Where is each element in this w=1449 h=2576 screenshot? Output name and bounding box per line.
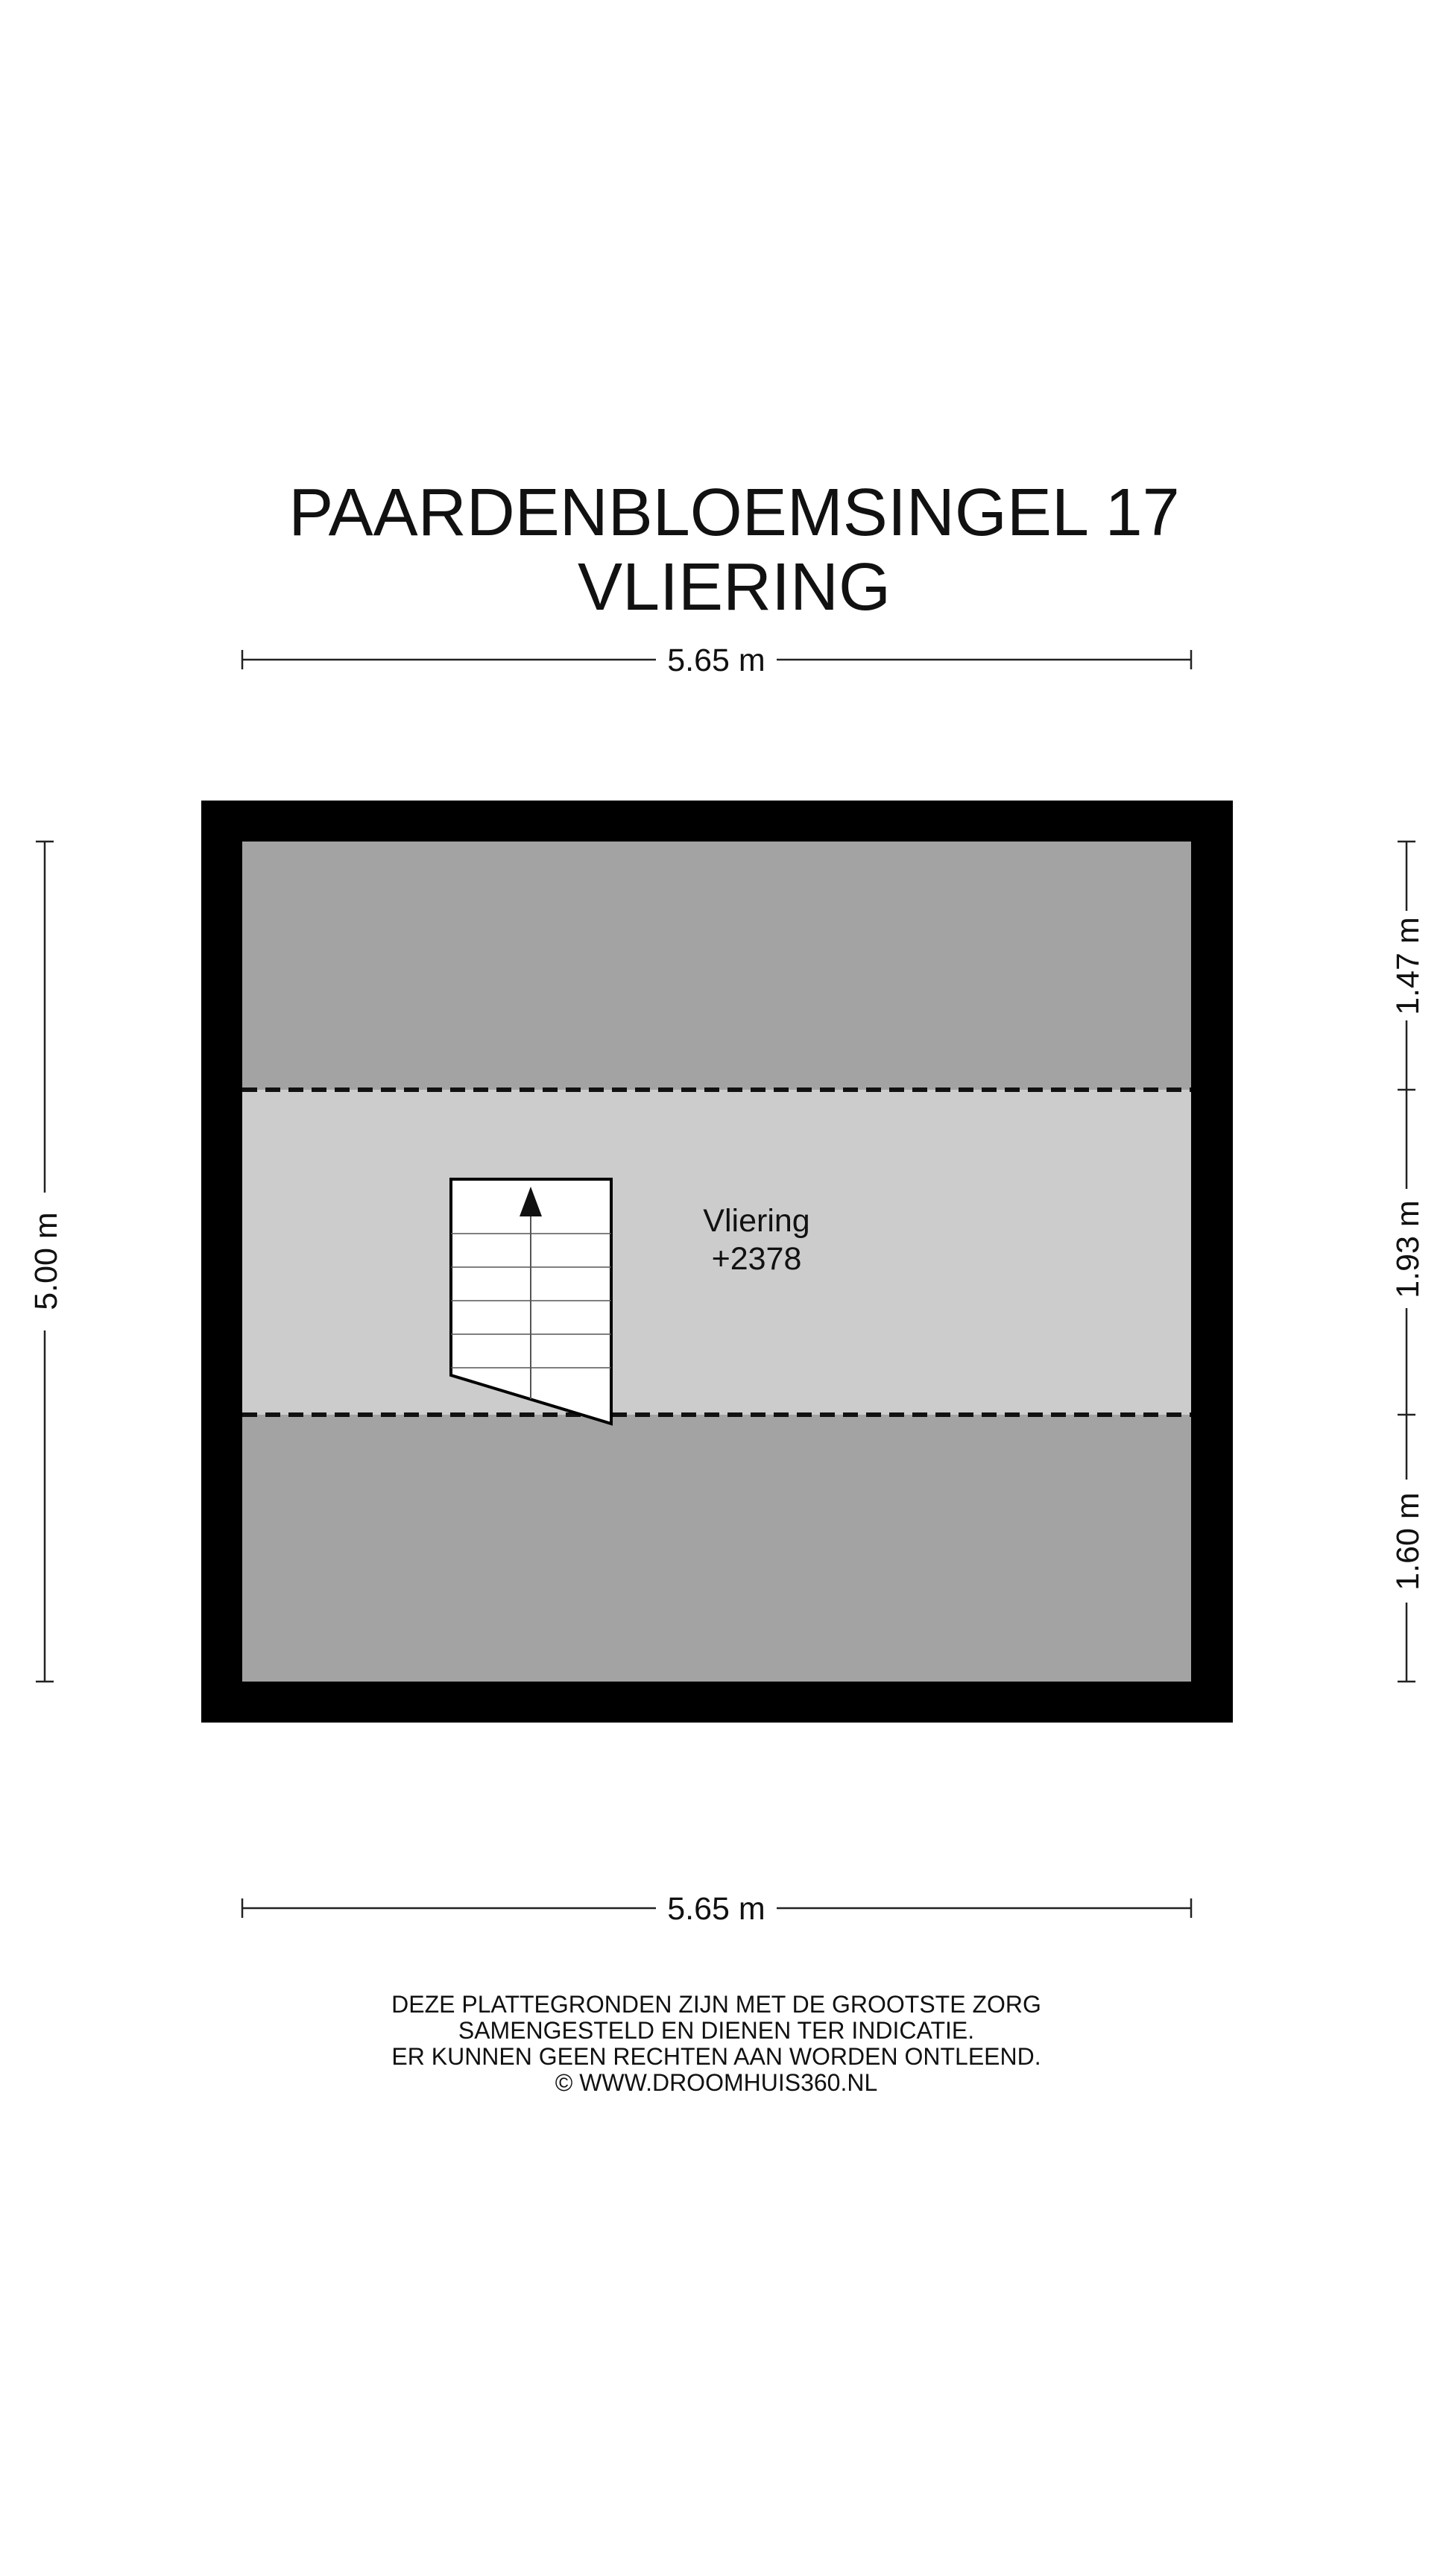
disclaimer-line-3: ER KUNNEN GEEN RECHTEN AAN WORDEN ONTLEEND. — [391, 2043, 1041, 2070]
left-height-label: 5.00 m — [28, 1212, 64, 1310]
right-segment-2-label: 1.93 m — [1390, 1200, 1426, 1298]
plan-title-floor: VLIERING — [577, 550, 891, 625]
disclaimer-line-2: SAMENGESTELD EN DIENEN TER INDICATIE. — [458, 2017, 975, 2044]
disclaimer-line-4: © WWW.DROOMHUIS360.NL — [555, 2069, 878, 2096]
room-level: +2378 — [711, 1241, 802, 1277]
top-width-label: 5.65 m — [667, 643, 765, 678]
right-segment-1-label: 1.47 m — [1390, 917, 1426, 1015]
disclaimer-line-1: DEZE PLATTEGRONDEN ZIJN MET DE GROOTSTE ZORG — [391, 1991, 1041, 2018]
top-width-dimension — [242, 643, 1191, 678]
left-height-dimension — [28, 842, 64, 1682]
low-ceiling-zone-bottom — [242, 1415, 1191, 1682]
right-height-dimension — [1390, 842, 1426, 1682]
low-ceiling-zone-top — [242, 842, 1191, 1090]
disclaimer — [391, 1991, 1041, 2096]
room-name: Vliering — [703, 1203, 810, 1239]
bottom-width-label: 5.65 m — [667, 1891, 765, 1927]
plan-title-address: PAARDENBLOEMSINGEL 17 — [288, 476, 1180, 550]
bottom-width-dimension — [242, 1891, 1191, 1927]
right-segment-3-label: 1.60 m — [1390, 1492, 1426, 1591]
